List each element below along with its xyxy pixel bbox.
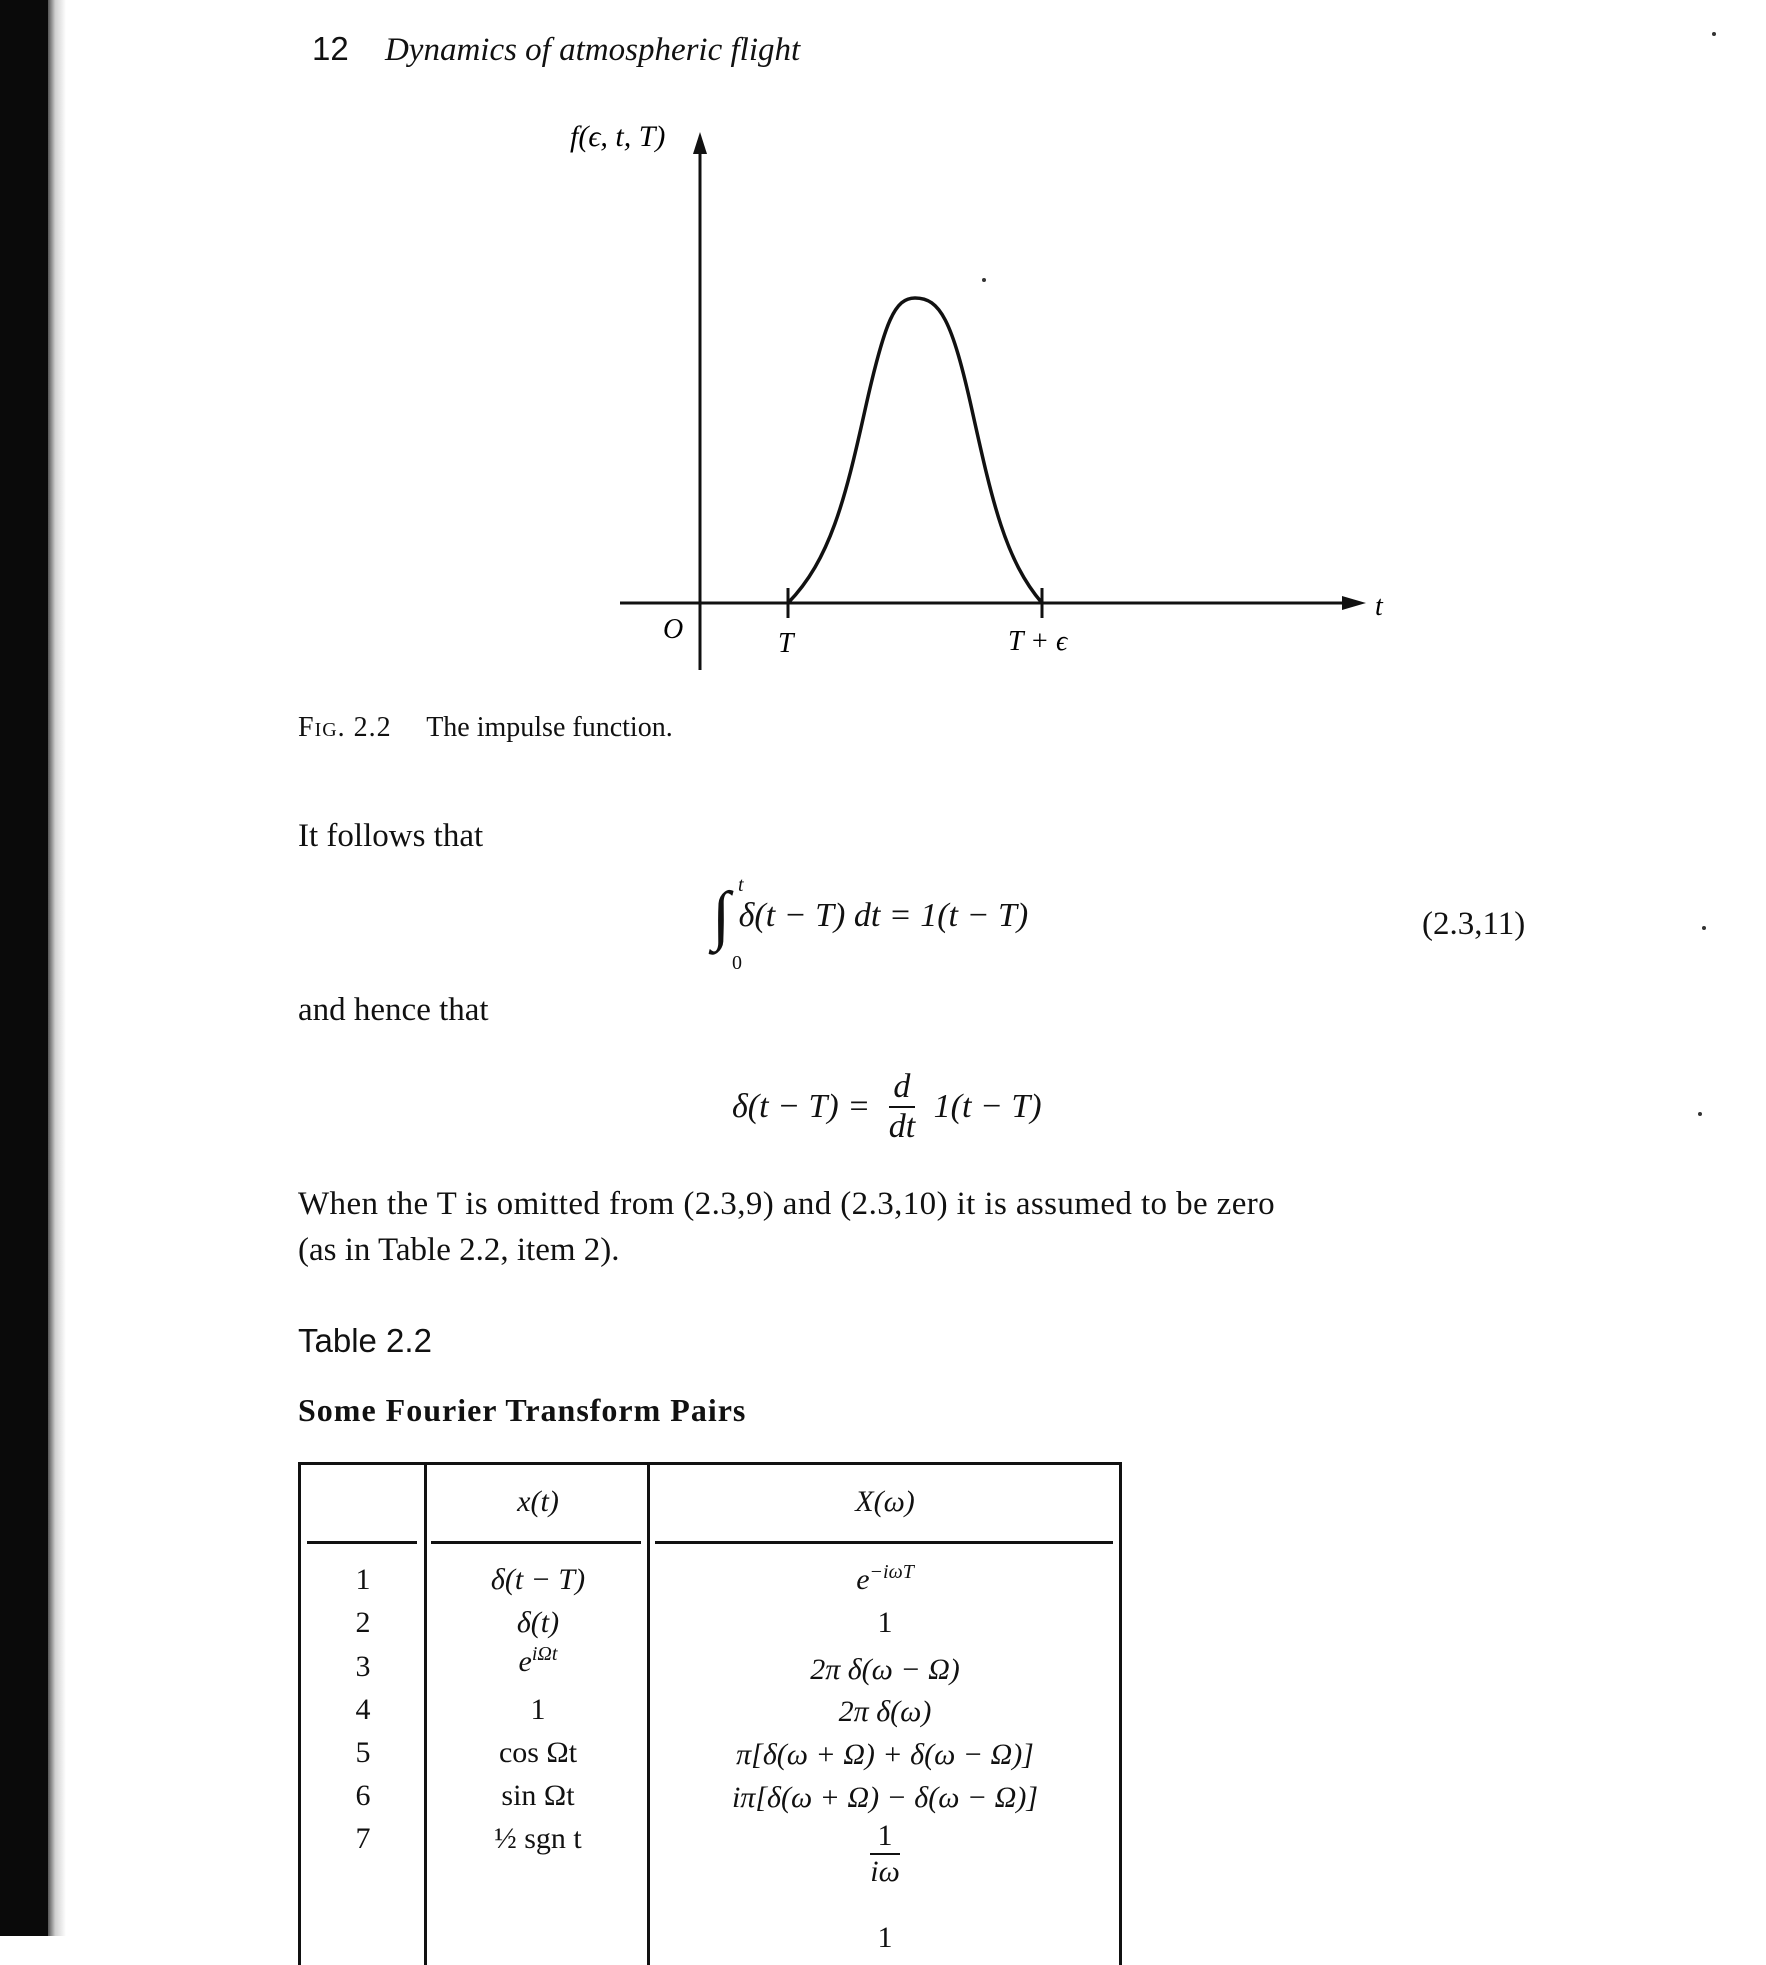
row-7-x: ½ sgn t [494,1822,582,1855]
equation-2-rhs: 1(t − T) [933,1088,1042,1125]
row-6-index: 6 [355,1779,371,1812]
figure-number: Fig. 2.2 [298,712,392,743]
paragraph-1: It follows that [298,818,484,854]
fraction-numerator: d [889,1068,915,1108]
table-label: Table 2.2 [298,1322,432,1359]
tick-label-T-plus-eps: T + ϵ [1008,626,1068,657]
row-1-X [651,1561,1119,1597]
row-4-X: 2π δ(ω) [838,1695,932,1728]
row-2-X: 1 [877,1606,893,1639]
equation-derivative [732,1068,1042,1146]
table-title: Some Fourier Transform Pairs [298,1392,747,1428]
row-6-X: iπ[δ(ω + Ω) − δ(ω − Ω)] [731,1781,1039,1814]
equation-2-lhs: δ(t − T) = [732,1088,871,1125]
scan-speck [1698,1112,1702,1116]
paragraph-2: and hence that [298,992,489,1028]
y-axis-label: f(ϵ, t, T) [570,120,666,153]
integral-upper-limit: t [738,874,744,896]
row-4-x: 1 [530,1693,546,1726]
integral-sign: ∫ [712,879,731,952]
row-1-X-base: e [856,1563,870,1596]
row-4-index: 4 [355,1693,371,1726]
header-rule-3 [655,1541,1113,1544]
scan-speck [1712,32,1716,36]
row-1-index: 1 [355,1563,371,1596]
row-3-index: 3 [355,1650,371,1683]
running-head [312,30,800,69]
impulse-function-figure [560,120,1400,680]
row-1-X-exponent: −iωT [869,1561,914,1583]
row-3-X: 2π δ(ω − Ω) [810,1653,960,1686]
row-5-index: 5 [355,1736,371,1769]
scan-speck [1702,926,1706,930]
row-8-partial: 1 [877,1921,893,1954]
figure-caption-text: The impulse function. [426,712,673,743]
scan-speck [982,278,986,282]
row-5-x: cos Ωt [498,1736,578,1769]
equation-number: (2.3,11) [1422,906,1526,942]
integral-lower-limit: 0 [732,952,742,974]
row-3-x-base: e [518,1645,532,1678]
row-3-x-exponent: iΩt [531,1643,558,1665]
binding-gradient [48,0,66,1936]
equation-1-body: δ(t − T) dt = 1(t − T) [738,897,1029,934]
row-5-X: π[δ(ω + Ω) + δ(ω − Ω)] [736,1738,1034,1771]
y-axis-arrow [693,132,707,154]
row-7-X-denominator: iω [870,1855,900,1888]
row-1-x: δ(t − T) [490,1563,586,1596]
running-title: Dynamics of atmospheric flight [384,32,801,68]
row-2-index: 2 [355,1606,371,1639]
x-axis-label: t [1375,591,1383,622]
page-number: 12 [312,30,349,67]
paragraph-3-line-1: When the T is omitted from (2.3,9) and (2.3,10) it is assumed to be zero [298,1186,1276,1222]
fourier-transform-table [298,1462,1122,1965]
equation-2-3-11 [712,874,1029,974]
row-7-X-numerator: 1 [870,1819,900,1855]
row-7-X [651,1819,1119,1889]
fraction-denominator: dt [888,1108,916,1145]
book-binding-shadow [0,0,48,1936]
header-rule-2 [431,1541,641,1544]
row-7-X-fraction [870,1819,900,1889]
row-3-x [427,1643,649,1679]
impulse-curve [788,298,1042,603]
derivative-fraction [889,1068,915,1146]
figure-caption [298,712,673,744]
header-rule-1 [307,1541,417,1544]
row-2-x: δ(t) [516,1606,560,1639]
header-x-of-t: x(t) [517,1485,559,1518]
paragraph-3-line-2: (as in Table 2.2, item 2). [298,1232,620,1268]
origin-label: O [663,614,684,645]
row-7-index: 7 [355,1822,371,1855]
tick-label-T: T [778,628,794,659]
x-axis-arrow [1342,596,1366,610]
header-X-of-omega: X(ω) [855,1485,915,1518]
row-6-x: sin Ωt [501,1779,575,1812]
